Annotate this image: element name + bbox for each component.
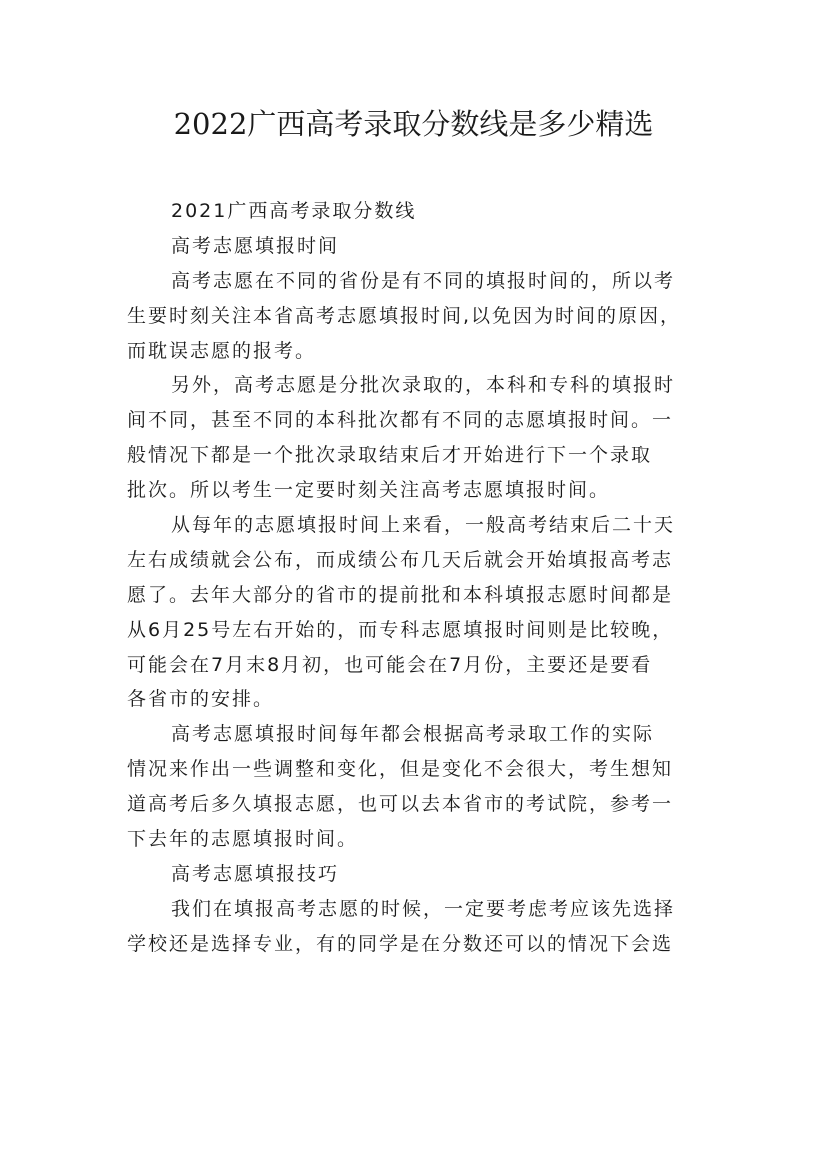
- paragraph-line: 从6月25号左右开始的，而专科志愿填报时间则是比较晚，: [127, 618, 674, 641]
- paragraph-line: 间不同，甚至不同的本科批次都有不同的志愿填报时间。一: [127, 409, 674, 432]
- paragraph-line: 可能会在7月末8月初，也可能会在7月份，主要还是要看: [127, 653, 653, 676]
- document-title: 2022广西高考录取分数线是多少精选: [173, 107, 654, 141]
- paragraph-line: 从每年的志愿填报时间上来看，一般高考结束后二十天: [171, 514, 676, 537]
- paragraph-line: 高考志愿填报时间每年都会根据高考录取工作的实际: [171, 723, 655, 746]
- paragraph-line: 批次。所以考生一定要时刻关注高考志愿填报时间。: [127, 479, 611, 502]
- paragraph-line: 道高考后多久填报志愿，也可以去本省市的考试院，参考一: [127, 793, 674, 816]
- paragraph-line: 下去年的志愿填报时间。: [127, 828, 359, 851]
- paragraph-line: 高考志愿在不同的省份是有不同的填报时间的，所以考: [171, 269, 676, 292]
- document-body: [127, 194, 704, 962]
- section-heading: 高考志愿填报技巧: [171, 862, 340, 885]
- paragraph-line: 般情况下都是一个批次录取结束后才开始进行下一个录取: [127, 444, 653, 467]
- section-heading: 2021广西高考录取分数线: [171, 200, 417, 222]
- paragraph-line: 学校还是选择专业，有的同学是在分数还可以的情况下会选: [127, 932, 674, 955]
- section-heading: 高考志愿填报时间: [171, 234, 340, 257]
- paragraph-line: 左右成绩就会公布，而成绩公布几天后就会开始填报高考志: [127, 548, 674, 571]
- paragraph-line: 我们在填报高考志愿的时候，一定要考虑考应该先选择: [171, 897, 676, 920]
- paragraph-line: 愿了。去年大部分的省市的提前批和本科填报志愿时间都是: [127, 583, 674, 606]
- paragraph-line: 各省市的安排。: [127, 688, 275, 711]
- paragraph-line: 情况来作出一些调整和变化，但是变化不会很大，考生想知: [127, 758, 674, 781]
- paragraph-line: 另外，高考志愿是分批次录取的，本科和专科的填报时: [171, 374, 676, 397]
- paragraph-line: 生要时刻关注本省高考志愿填报时间,以免因为时间的原因，: [127, 304, 682, 327]
- paragraph-line: 而耽误志愿的报考。: [127, 339, 317, 362]
